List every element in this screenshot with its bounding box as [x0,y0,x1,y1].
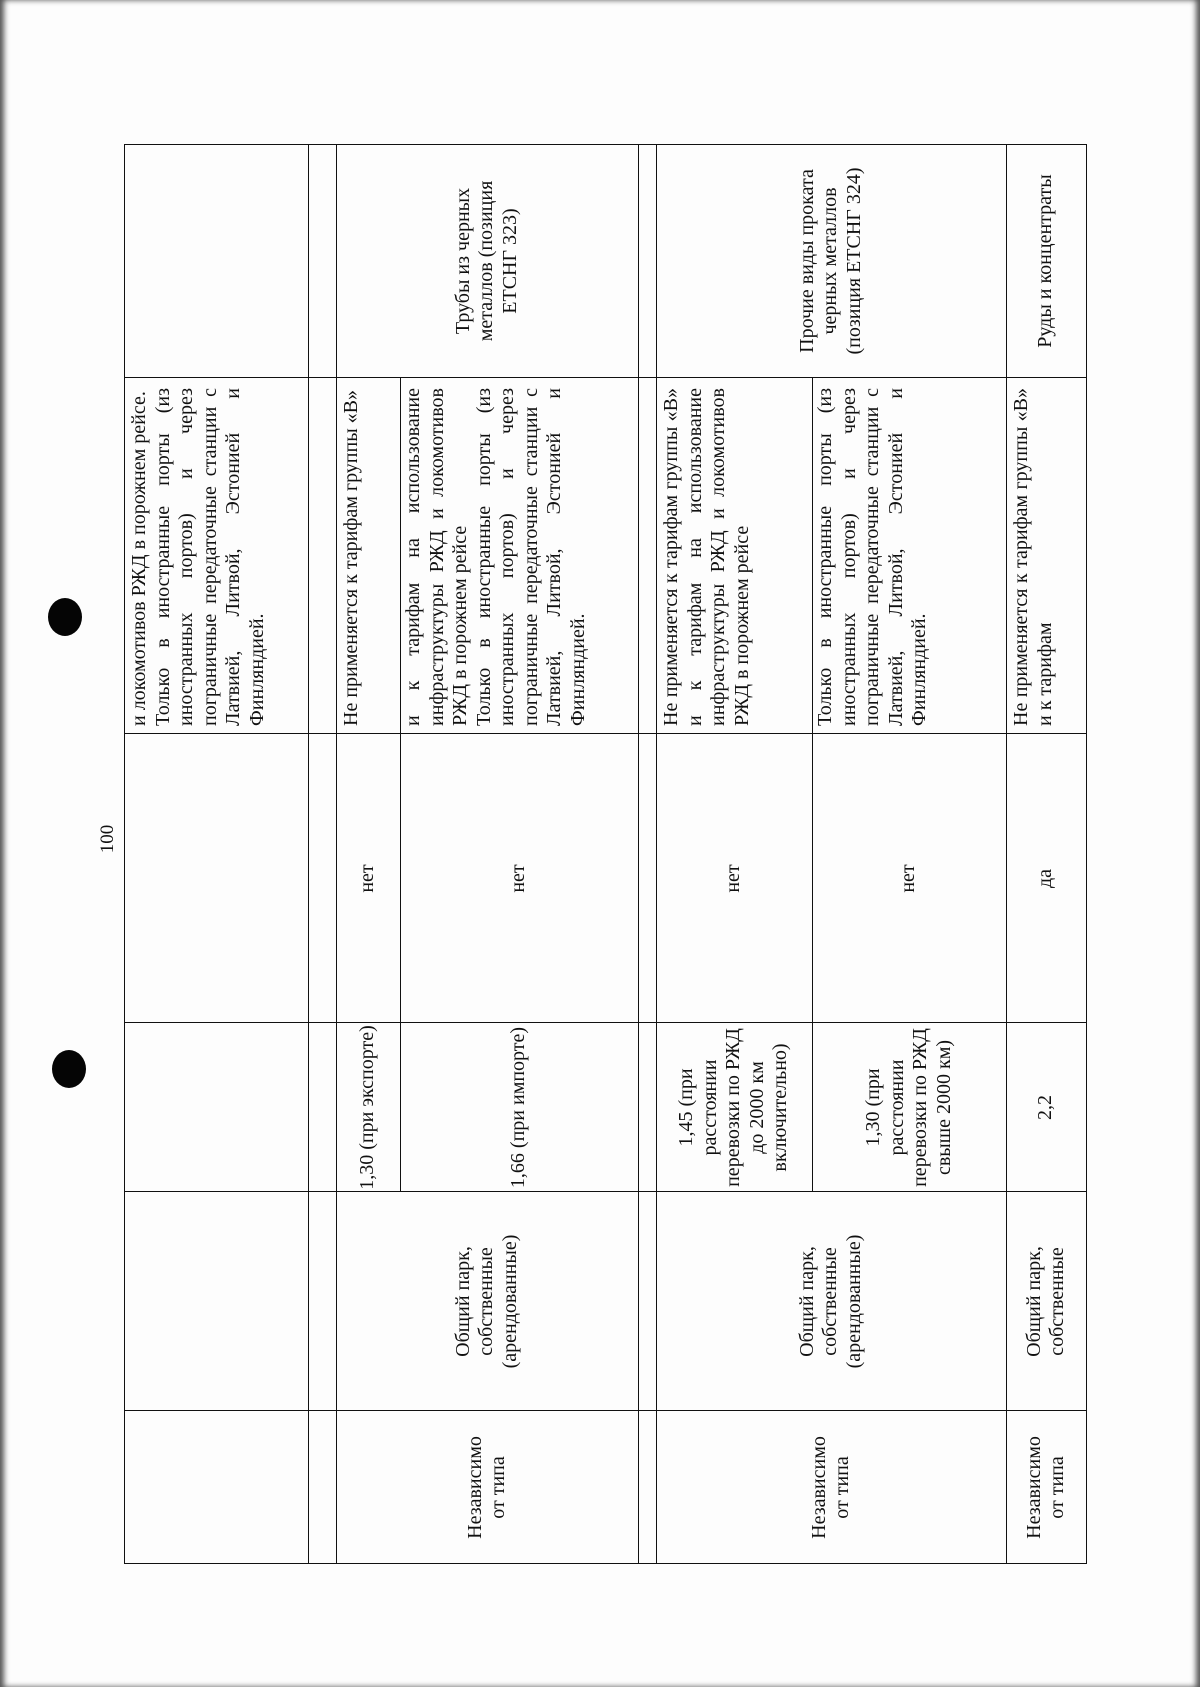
coefficient-cell [1006,1023,1086,1192]
wagon-type-text: Независимо от типа [807,1436,853,1539]
conditions-cell [402,378,638,734]
fleet-cell [336,1192,638,1411]
coefficient-text: 1,30 (при расстоянии перевозки по РЖД свыше 2000 км) [862,1028,955,1187]
cargo-text: Руды и концентраты [1034,174,1057,348]
condition-text: Не применяется к тарифам группы «В» [340,390,362,726]
condition-text: и к тарифам на использование инфраструктуры РЖД и локомотивов РЖД в порожнем рейсе [402,388,471,726]
wagon-type-cell [336,1411,638,1564]
condition-text: Только в иностранные порты (из иностранных портов) и через пограничные передаточные станции с Латвией, Литвой, Эстонией и Финляндией. [151,388,268,726]
coefficient-cell [656,1023,812,1192]
coefficient-text: 1,66 (при импорте) [507,1026,530,1189]
flag-cell [336,734,400,1023]
fleet-text: Общий парк, собственные (арендованные) [795,1234,865,1369]
condition-text: и локомотивов РЖД в порожнем рейсе. [128,391,150,726]
flag-text: нет [507,864,530,893]
punch-hole-icon [48,598,82,636]
wagon-type-text: Независимо от типа [463,1436,509,1539]
fleet-cell [656,1192,1006,1411]
conditions-cell [340,378,400,734]
flag-text: нет [897,864,920,893]
condition-text: Не применяется к тарифам группы «В» и к тарифам на использование инфраструктуры РЖД и локомотивов РЖД в порожнем рейсе [660,388,753,726]
flag-text: да [1034,868,1057,889]
coefficient-cell [400,1023,638,1192]
wagon-type-cell [1006,1411,1086,1564]
punch-hole-icon [52,1050,86,1088]
condition-text: Не применяется к тарифам группы «В» и к тарифам [1010,388,1056,726]
cargo-cell [1006,144,1086,378]
coefficient-text: 1,45 (при расстоянии перевозки по РЖД до 2000 км включительно) [675,1028,792,1187]
fleet-text: Общий парк, собственные (арендованные) [451,1234,521,1369]
cargo-cell [656,144,1006,378]
flag-cell [1006,734,1086,1023]
tariff-table [124,144,1087,1564]
conditions-cell [660,378,812,734]
coefficient-cell [336,1023,400,1192]
conditions-cell [1010,378,1086,734]
cargo-cell [336,144,638,378]
wagon-type-text: Независимо от типа [1022,1436,1068,1539]
flag-text: нет [356,864,379,893]
coefficient-text: 1,30 (при экспорте) [356,1025,379,1190]
flag-cell [400,734,638,1023]
coefficient-cell [812,1023,1006,1192]
conditions-continued-cell [128,378,308,734]
cargo-text: Прочие виды проката черных металлов (позиция ЕТСНГ 324) [795,167,865,355]
fleet-text: Общий парк, собственные [1022,1246,1068,1357]
condition-text: Только в иностранные порты (из иностранных портов) и через пограничные передаточные станции с Латвией, Литвой, Эстонией и Финляндией. [472,388,589,726]
flag-cell [656,734,812,1023]
cargo-text: Трубы из черных металлов (позиция ЕТСНГ 323) [451,180,521,342]
flag-cell [812,734,1006,1023]
coefficient-text: 2,2 [1034,1095,1057,1120]
condition-text: Только в иностранные порты (из иностранных портов) и через пограничные передаточные станции с Латвией, Литвой, Эстонией и Финляндией. [814,388,930,726]
page-number: 100 [97,824,118,854]
fleet-cell [1006,1192,1086,1411]
flag-text: нет [722,864,745,893]
wagon-type-cell [656,1411,1006,1564]
conditions-cell [814,378,1006,734]
